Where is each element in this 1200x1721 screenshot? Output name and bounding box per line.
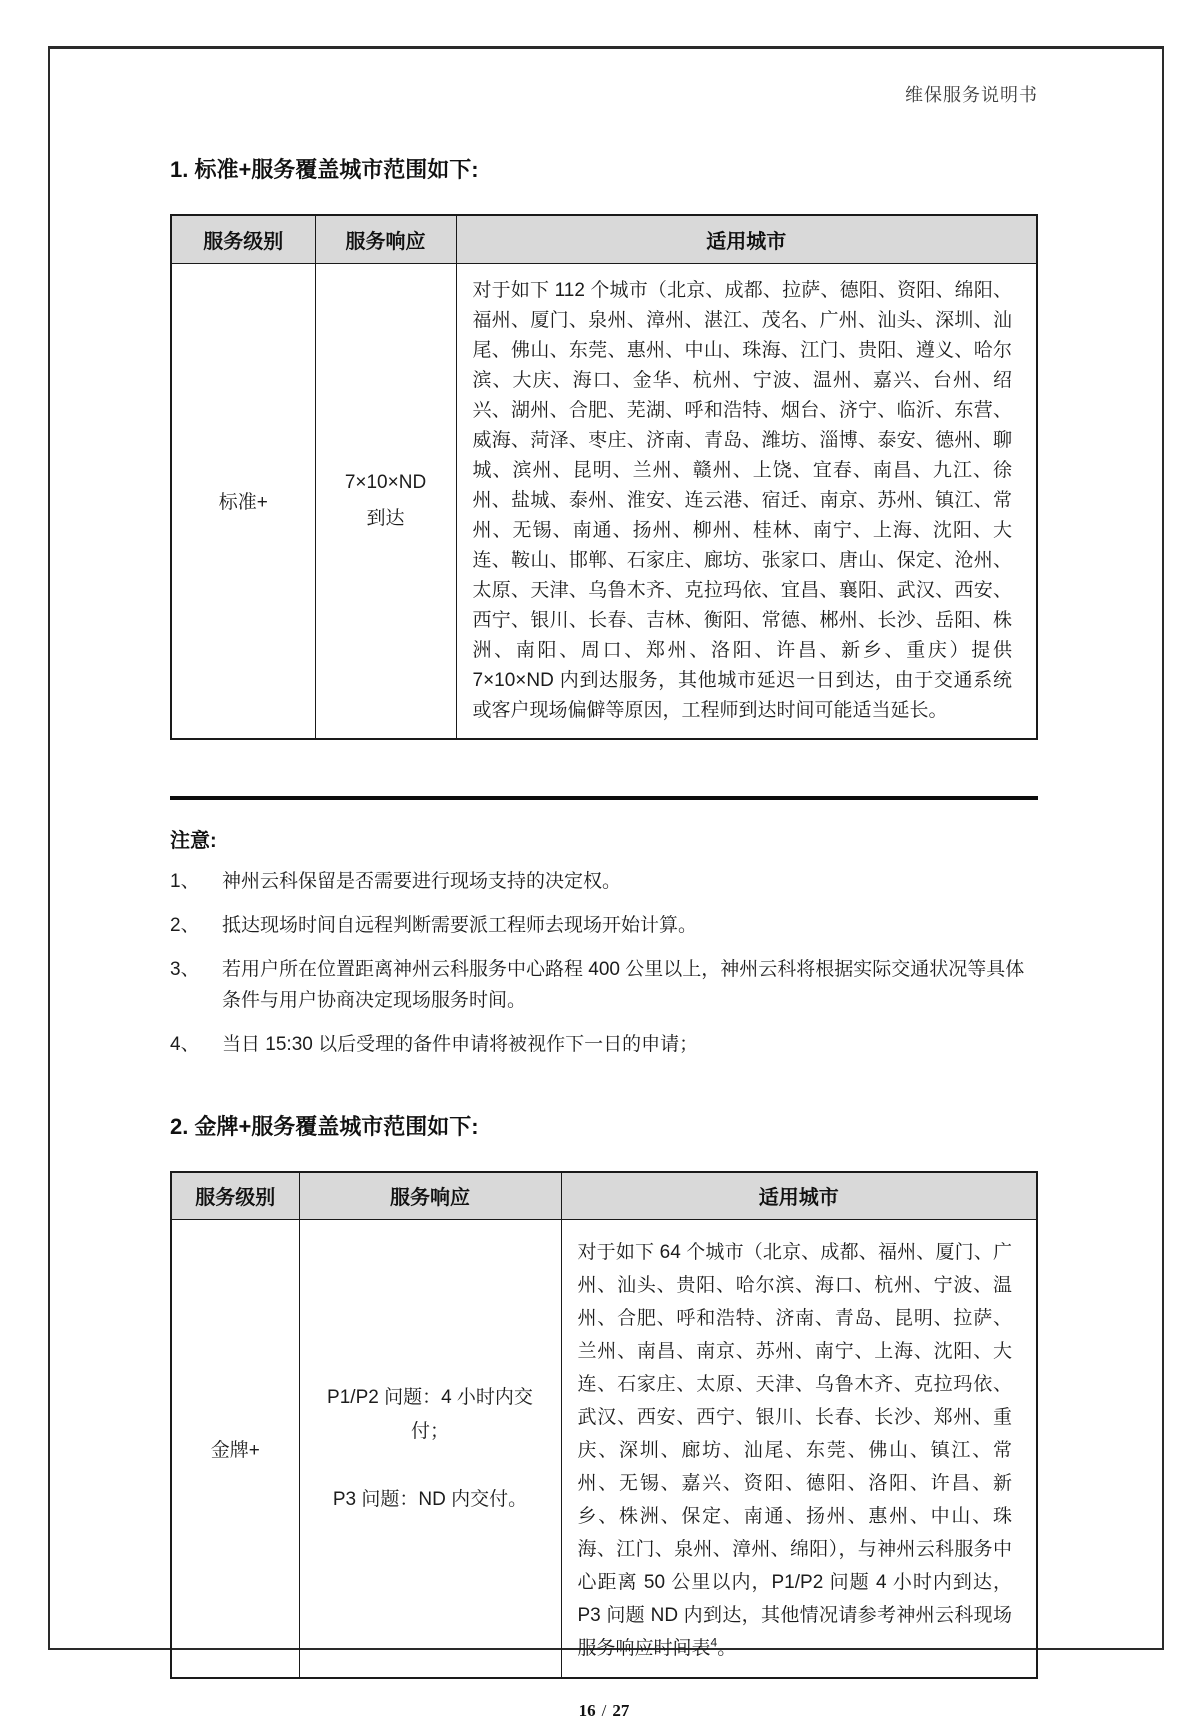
gold-plus-table xyxy=(170,1171,1038,1680)
note-text: 神州云科保留是否需要进行现场支持的决定权。 xyxy=(222,870,622,892)
note-text: 当日 15:30 以后受理的备件申请将被视作下一日的申请； xyxy=(222,1033,699,1055)
table2-header-service-response: 服务响应 xyxy=(299,1172,561,1220)
note-item-3 xyxy=(170,954,1038,1016)
table1-header-service-response: 服务响应 xyxy=(315,215,456,263)
footnote-reference: 4 xyxy=(710,1635,718,1650)
note-number: 2、 xyxy=(170,914,200,936)
notes-title: 注意: xyxy=(170,829,217,852)
page-number-total: 27 xyxy=(612,1701,630,1720)
table1-header-service-level: 服务级别 xyxy=(171,215,315,263)
table2-header-applicable-cities: 适用城市 xyxy=(561,1172,1037,1220)
page-border xyxy=(48,46,1164,1720)
table2-response-cell xyxy=(299,1220,561,1679)
table2-response-p1p2: P1/P2 问题：4 小时内交付； xyxy=(327,1386,533,1442)
table2-cities-period: 。 xyxy=(717,1638,737,1659)
table1-header-applicable-cities: 适用城市 xyxy=(456,215,1037,263)
section1-heading: 1. 标准+服务覆盖城市范围如下: xyxy=(170,157,479,182)
section-divider xyxy=(170,796,1038,800)
note-number: 3、 xyxy=(170,958,200,980)
table2-level-cell: 金牌+ xyxy=(171,1220,299,1679)
note-number: 1、 xyxy=(170,870,200,892)
page-footer xyxy=(170,1701,1038,1721)
table1-response-cell xyxy=(315,263,456,739)
table1-level-cell: 标准+ xyxy=(171,263,315,739)
note-item-4 xyxy=(170,1029,1038,1060)
notes-block xyxy=(170,824,1038,1060)
note-text: 若用户所在位置距离神州云科服务中心路程 400 公里以上，神州云科将根据实际交通状况等具体条件与用户协商决定现场服务时间。 xyxy=(222,958,1025,1011)
page-number-separator: / xyxy=(601,1701,607,1720)
table2-cities-cell xyxy=(561,1220,1037,1679)
section2-heading: 2. 金牌+服务覆盖城市范围如下: xyxy=(170,1113,479,1139)
table1-data-row xyxy=(171,263,1037,739)
note-text: 抵达现场时间自远程判断需要派工程师去现场开始计算。 xyxy=(222,914,698,936)
table2-header-service-level: 服务级别 xyxy=(171,1172,299,1220)
table2-header-row xyxy=(171,1172,1037,1220)
table1-header-row xyxy=(171,215,1037,263)
table2-data-row xyxy=(171,1220,1037,1679)
note-item-1 xyxy=(170,866,1038,897)
table2-response-p3: P3 问题：ND 内交付。 xyxy=(332,1488,528,1510)
table1-response-line1: 7×10×ND xyxy=(344,471,427,493)
note-number: 4、 xyxy=(170,1033,200,1055)
doc-header-title: 维保服务说明书 xyxy=(905,85,1038,105)
table1-cities-cell: 对于如下 112 个城市（北京、成都、拉萨、德阳、资阳、绵阳、福州、厦门、泉州、漳州、湛江、茂名、广州、汕头、深圳、汕尾、佛山、东莞、惠州、中山、珠海、江门、贵阳、遵义、哈尔滨、大庆、海口、金华、杭州、宁波、温州、嘉兴、台州、绍兴、湖州、合肥、芜湖、呼和浩特、烟台、济宁、临沂、东营、威海、菏泽、枣庄、济南、青岛、潍坊、淄博、泰安、德州、聊城、滨州、昆明、兰州、赣州、上饶、宜春、南昌、九江、徐州、盐城、泰州、淮安、连云港、宿迁、南京、苏州、镇江、常州、无锡、南通、扬州、柳州、桂林、南宁、上海、沈阳、大连、鞍山、邯郸、石家庄、廊坊、张家口、唐山、保定、沧州、太原、天津、乌鲁木齐、克拉玛依、宜昌、襄阳、武汉、西安、西宁、银川、长春、吉林、衡阳、常德、郴州、长沙、岳阳、株洲、南阳、周口、郑州、洛阳、许昌、新乡、重庆）提供 7×10×ND 内到达服务，其他城市延迟一日到达，由于交通系统或客户现场偏僻等原因，工程师到达时间可能适当延长。 xyxy=(456,263,1037,739)
page-content xyxy=(50,49,1162,1721)
table1-response-line2: 到达 xyxy=(366,507,405,529)
standard-plus-table xyxy=(170,214,1038,740)
doc-header xyxy=(170,81,1038,107)
page-number-current: 16 xyxy=(578,1701,596,1720)
table2-cities-text: 对于如下 64 个城市（北京、成都、福州、厦门、广州、汕头、贵阳、哈尔滨、海口、杭州、宁波、温州、合肥、呼和浩特、济南、青岛、昆明、拉萨、兰州、南昌、南京、苏州、南宁、上海、沈阳、大连、石家庄、太原、天津、乌鲁木齐、克拉玛依、武汉、西安、西宁、银川、长春、长沙、郑州、重庆、深圳、廊坊、汕尾、东莞、佛山、镇江、常州、无锡、嘉兴、资阳、德阳、洛阳、许昌、新乡、株洲、保定、南通、扬州、惠州、中山、珠海、江门、泉州、漳州、绵阳），与神州云科服务中心距离 50 公里以内，P1/P2 问题 4 小时内到达，P3 问题 ND 内到达，其他情况请参考神州云科现场服务响应时间表 xyxy=(577,1242,1012,1659)
note-item-2 xyxy=(170,910,1038,941)
